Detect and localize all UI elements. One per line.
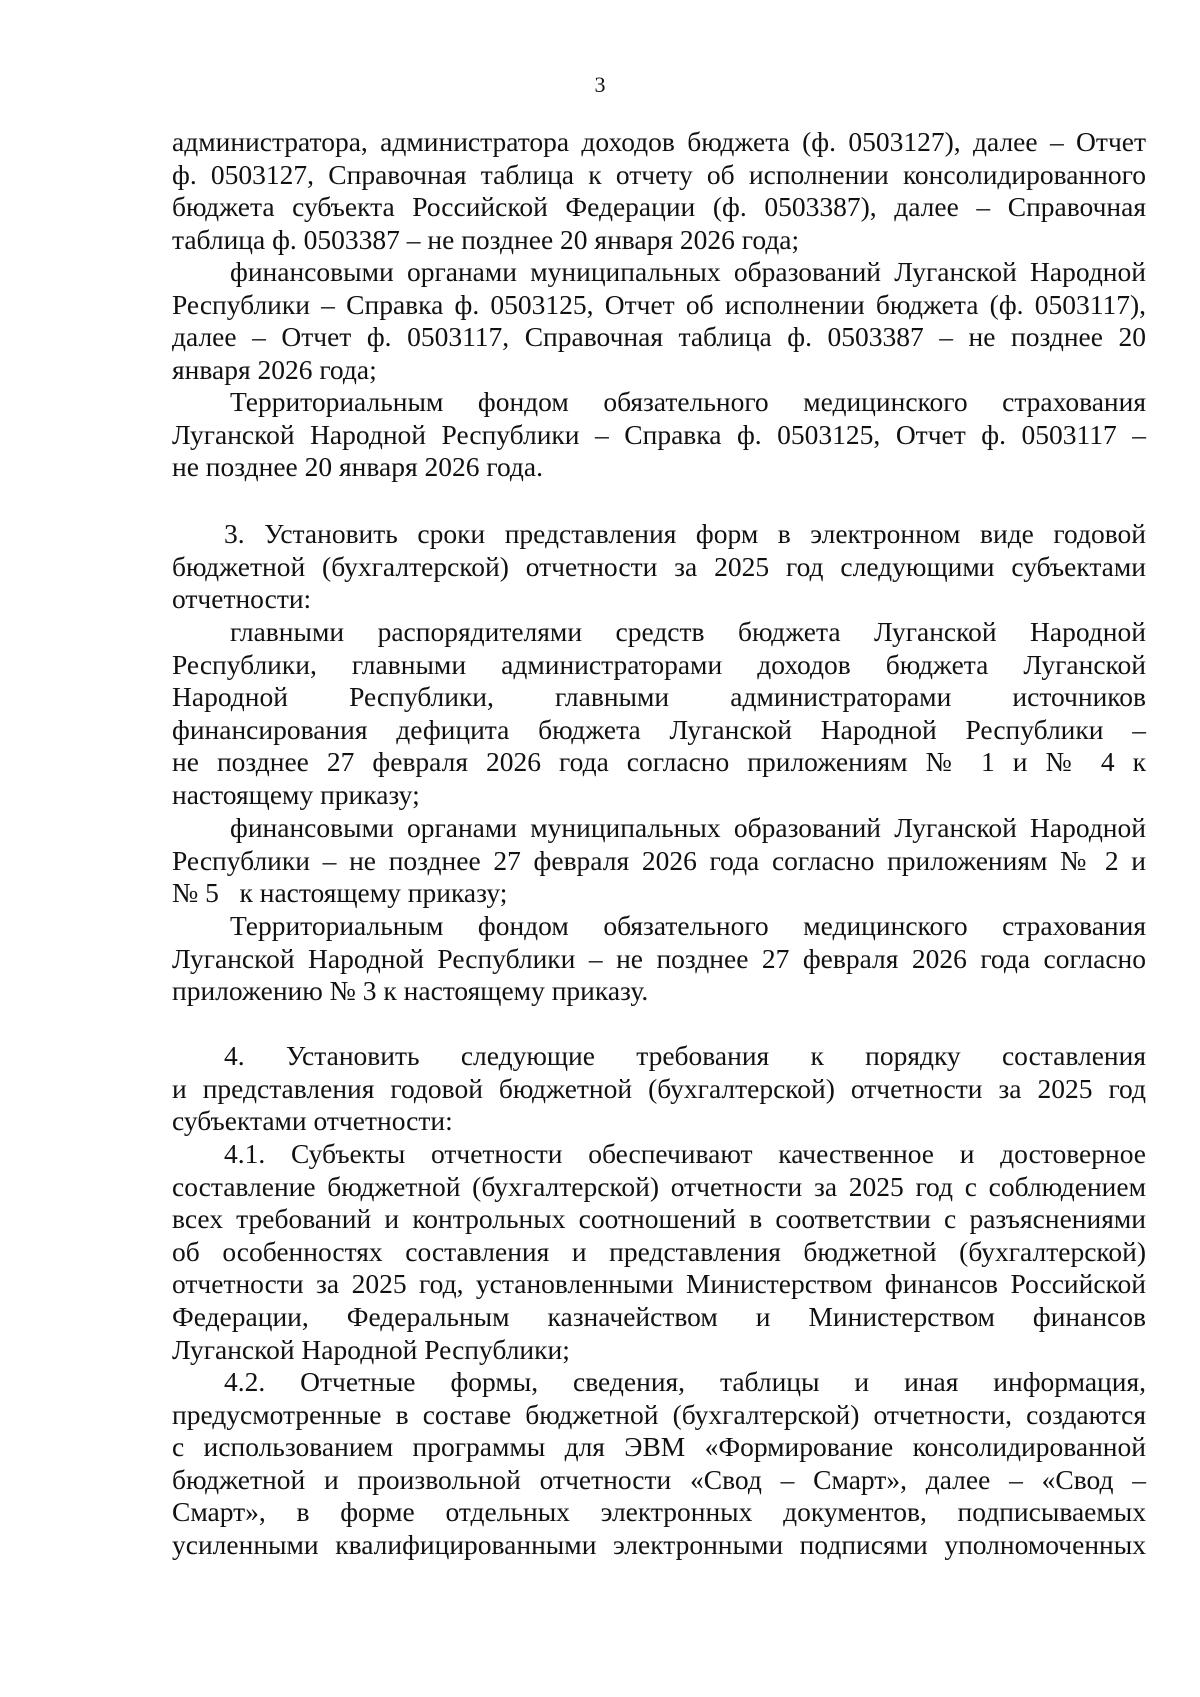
text-line: отчетности за 2025 год, установленными Министерством финансов Российской (172, 1268, 1146, 1300)
text-line: января 2026 года; (172, 353, 377, 385)
text-line: финансирования дефицита бюджета Луганской Народной Республики – (172, 713, 1146, 745)
paragraph-continuation (172, 126, 1146, 256)
text-line: Территориальным фондом обязательного медицинского страхования (230, 386, 1146, 417)
text-line: об особенностях составления и представления бюджетной (бухгалтерской) (172, 1235, 1146, 1267)
paragraph-territorial-fund-2 (172, 910, 1146, 1008)
text-line: и представления годовой бюджетной (бухгалтерской) отчетности за 2025 год (172, 1072, 1146, 1104)
text-line: Республики – Справка ф. 0503125, Отчет об исполнении бюджета (ф. 0503117), (172, 288, 1146, 320)
text-line: приложению № 3 к настоящему приказу. (172, 975, 649, 1007)
text-line: бюджета субъекта Российской Федерации (ф. 0503387), далее – Справочная (172, 191, 1146, 223)
text-line: Луганской Народной Республики; (172, 1333, 570, 1365)
text-line: финансовыми органами муниципальных образований Луганской Народной (230, 812, 1146, 843)
text-line: настоящему приказу; (172, 778, 420, 810)
paragraph-item-4-2 (172, 1366, 1146, 1562)
page-number: 3 (594, 72, 606, 97)
text-line: бюджетной (бухгалтерской) отчетности за 2025 год следующими субъектами (172, 550, 1146, 582)
text-line: Федерации, Федеральным казначейством и Министерством финансов (172, 1300, 1146, 1332)
text-line: Луганской Народной Республики – Справка ф. 0503125, Отчет ф. 0503117 – (172, 418, 1146, 450)
text-line: отчетности: (172, 583, 312, 615)
text-line: 4.2. Отчетные формы, сведения, таблицы и иная информация, (224, 1366, 1146, 1397)
paragraph-main-managers (172, 616, 1146, 812)
paragraph-municipal-bodies-2 (172, 812, 1146, 910)
text-line: Смарт», в форме отдельных электронных документов, подписываемых (172, 1496, 1146, 1528)
text-line: финансовыми органами муниципальных образований Луганской Народной (230, 256, 1146, 287)
text-line: Республики, главными администраторами доходов бюджета Луганской (172, 648, 1146, 680)
text-line: Народной Республики, главными администраторами источников (172, 681, 1146, 713)
text-line: № 5 к настоящему приказу; (172, 877, 508, 909)
text-line: Республики – не позднее 27 февраля 2026 года согласно приложениям № 2 и (172, 844, 1146, 876)
text-line: предусмотренные в составе бюджетной (бухгалтерской) отчетности, создаются (172, 1398, 1146, 1430)
text-line: 3. Установить сроки представления форм в электронном виде годовой (224, 518, 1146, 549)
text-line: 4. Установить следующие требования к порядку составления (224, 1040, 1146, 1071)
text-line: ф. 0503127, Справочная таблица к отчету об исполнении консолидированного (172, 158, 1146, 190)
text-line: не позднее 27 февраля 2026 года согласно приложениям № 1 и № 4 к (172, 746, 1146, 778)
text-line: далее – Отчет ф. 0503117, Справочная таблица ф. 0503387 – не позднее 20 (172, 321, 1146, 353)
text-line: главными распорядителями средств бюджета Луганской Народной (230, 616, 1146, 647)
text-line: всех требований и контрольных соотношений в соответствии с разъяснениями (172, 1203, 1146, 1235)
text-line: таблица ф. 0503387 – не позднее 20 января 2026 года; (172, 223, 800, 255)
paragraph-municipal-bodies (172, 256, 1146, 386)
text-line: Территориальным фондом обязательного медицинского страхования (230, 910, 1146, 941)
text-line: с использованием программы для ЭВМ «Формирование консолидированной (172, 1431, 1146, 1463)
paragraph-item-4 (172, 1040, 1146, 1138)
text-line: субъектами отчетности: (172, 1105, 453, 1137)
text-line: не позднее 20 января 2026 года. (172, 451, 543, 483)
text-line: составление бюджетной (бухгалтерской) отчетности за 2025 год с соблюдением (172, 1170, 1146, 1202)
text-line: Луганской Народной Республики – не позднее 27 февраля 2026 года согласно (172, 942, 1146, 974)
paragraph-territorial-fund (172, 386, 1146, 484)
text-line: администратора, администратора доходов бюджета (ф. 0503127), далее – Отчет (172, 126, 1146, 157)
text-line: усиленными квалифицированными электронными подписями уполномоченных (172, 1528, 1146, 1560)
paragraph-item-3 (172, 518, 1146, 616)
text-line: бюджетной и произвольной отчетности «Свод – Смарт», далее – «Свод – (172, 1463, 1146, 1495)
paragraph-item-4-1 (172, 1138, 1146, 1366)
text-line: 4.1. Субъекты отчетности обеспечивают качественное и достоверное (224, 1138, 1146, 1169)
